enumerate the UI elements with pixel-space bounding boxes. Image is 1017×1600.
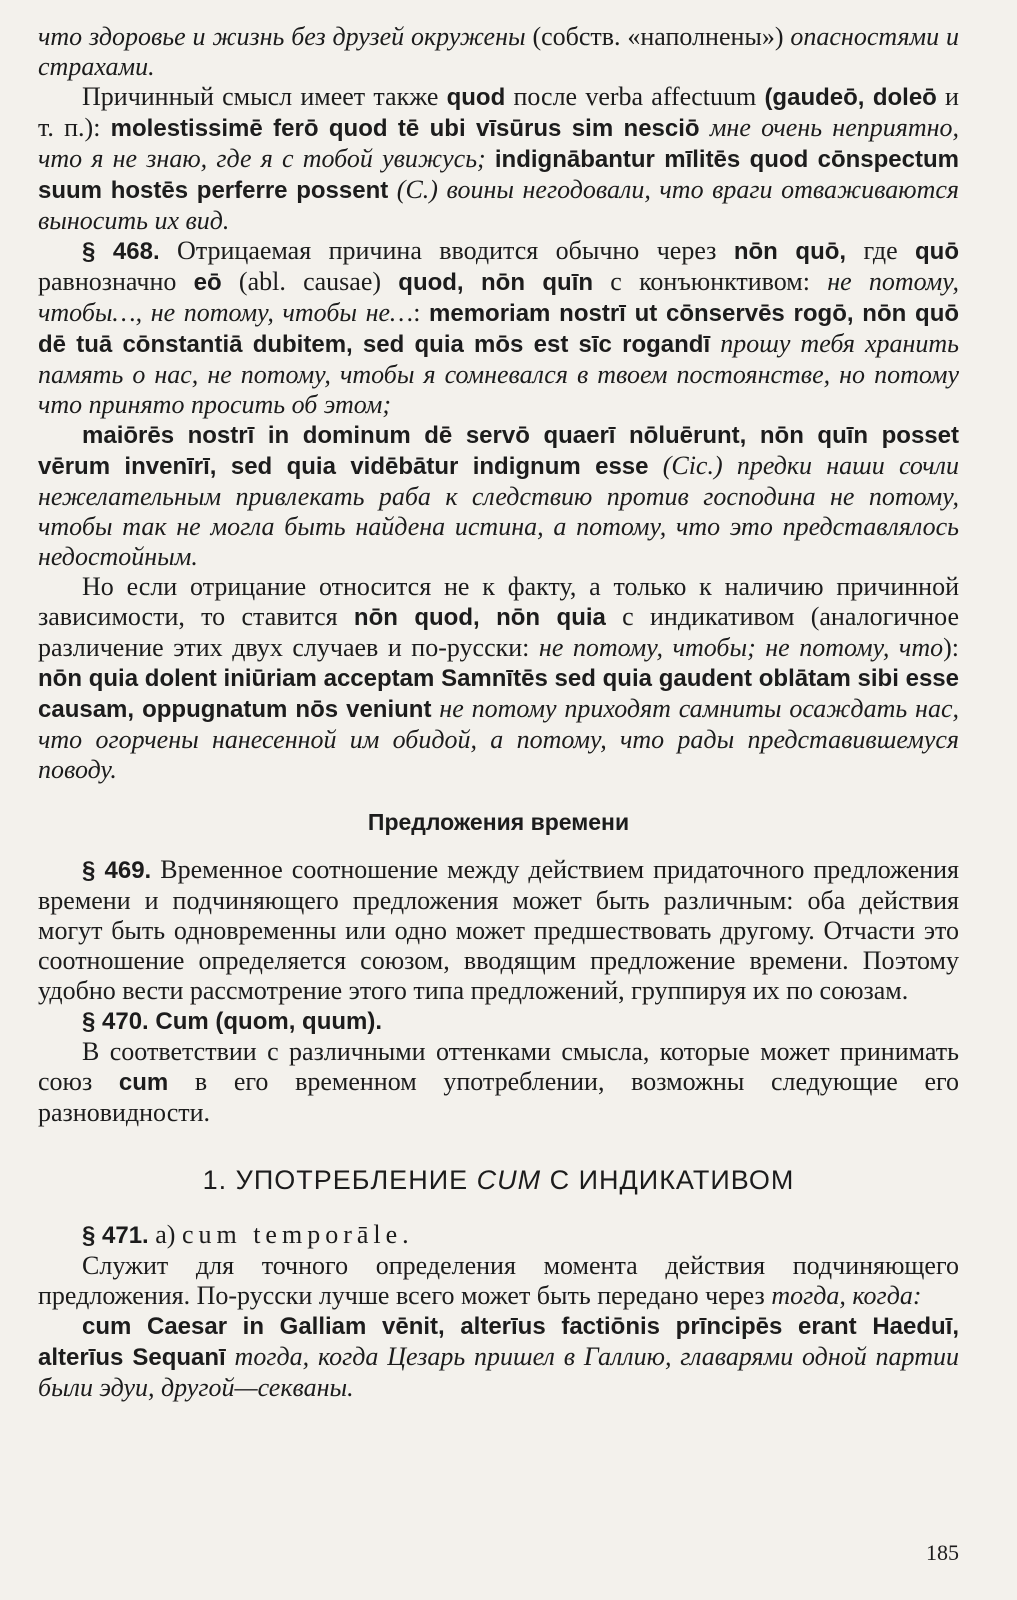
text-run: (Cic.) предки наши сочли нежелательным привлекать раба к следствию против господина не потому, чтобы так не могла быть найдена истина, а потому, что это представлялось недостойным. bbox=[38, 451, 959, 571]
chapter-heading-cum: CUM bbox=[476, 1165, 542, 1195]
page-number: 185 bbox=[926, 1540, 959, 1565]
text-run: не потому, чтобы…, не потому, чтобы не… bbox=[38, 267, 960, 327]
text-run: nōn quod, nōn quia bbox=[353, 604, 606, 631]
section-470-heading bbox=[38, 1006, 959, 1037]
text-run: Временное соотношение между действием придаточного предложения времени и подчиняющего предложения может быть различным: оба действия могут быть одновременны или одно может предшествовать другому. Отчасти это соотношение определяется союзом, вводящим предложение времени. Поэтому удобно вести рассмотрение этого типа предложений, группируя их по союзам. bbox=[38, 855, 960, 1005]
text-run: тогда, когда Цезарь пришел в Галлию, главарями одной партии были эдуи, другой—секваны. bbox=[38, 1342, 959, 1402]
text-run: (собств. «наполнены») bbox=[525, 22, 791, 51]
text-run: eō bbox=[193, 269, 222, 296]
section-469 bbox=[38, 855, 959, 1006]
text-run: § 469. bbox=[82, 857, 152, 884]
text-run: cum temporāle. bbox=[181, 1220, 414, 1249]
text-run: maiōrēs nostrī in dominum dē servō quaerī nōluērunt, nōn quīn posset vērum invenīrī, sed quia vidēbātur indignum esse bbox=[38, 422, 959, 480]
example-maiores bbox=[38, 420, 959, 572]
text-run: Служит для точного определения момента действия подчиняющего предложения. По-русски лучше всего может быть передано через bbox=[38, 1251, 959, 1310]
paragraph-cum-variants bbox=[38, 1037, 959, 1128]
text-run: indignābantur mīlitēs quod cōnspectum suum hostēs perferre possent bbox=[38, 146, 959, 204]
text-run: cum Caesar in Galliam vēnit, alterīus factiōnis prīncipēs erant Haeduī, alterīus Sequanī bbox=[38, 1313, 959, 1371]
text-run: прошу тебя хранить память о нас, не потому, чтобы я сомневался в твоем постоянстве, но потому что принято просить об этом; bbox=[38, 329, 960, 419]
text-run: quō bbox=[915, 238, 959, 265]
chapter-heading bbox=[38, 1164, 959, 1196]
text-run: nōn quō, bbox=[733, 238, 847, 265]
text-run: § 468. bbox=[82, 238, 160, 265]
text-run: Причинный смысл имеет также bbox=[82, 82, 447, 111]
paragraph-cum-temporale bbox=[38, 1251, 959, 1311]
text-run: quod bbox=[446, 84, 506, 111]
text-run: (gaudeō, doleō bbox=[764, 84, 937, 111]
text-run: quod, nōn quīn bbox=[398, 269, 594, 296]
text-run: мне очень неприятно, что я не знаю, где я с тобой увижусь; bbox=[38, 113, 960, 173]
text-run: (abl. causae) bbox=[221, 267, 399, 296]
text-run: не потому приходят самниты осаждать нас, что огорчены нанесенной им обидой, а потому, что рады представившемуся поводу. bbox=[38, 694, 959, 784]
text-run: molestissimē ferō quod tē ubi vīsūrus sim nesciō bbox=[110, 115, 700, 142]
chapter-heading-a: 1. УПОТРЕБЛЕНИЕ bbox=[202, 1165, 477, 1195]
text-run: где bbox=[846, 236, 916, 265]
chapter-heading-c: С ИНДИКАТИВОМ bbox=[541, 1165, 795, 1195]
text-run: опасностями и страхами. bbox=[38, 22, 959, 81]
example-caesar bbox=[38, 1311, 959, 1403]
text-run: § 470. Cum (quom, quum). bbox=[82, 1008, 383, 1035]
text-run: в его временном употреблении, возможны следующие его разновидности. bbox=[38, 1067, 960, 1127]
text-run: равнозначно bbox=[38, 267, 194, 296]
paragraph-quod-causal bbox=[38, 82, 959, 236]
text-run: тогда, когда: bbox=[771, 1281, 922, 1310]
text-run: после verba affectuum bbox=[505, 82, 765, 111]
text-run: cum bbox=[118, 1069, 169, 1096]
text-run: nōn quia dolent iniūriam acceptam Samnītēs sed quia gaudent oblātam sibi esse causam, oppugnatum nōs veniunt bbox=[38, 665, 959, 723]
text-run: с конъюнктивом: bbox=[593, 267, 828, 296]
text-run: ): bbox=[943, 633, 959, 662]
subsection-heading: Предложения времени bbox=[367, 809, 630, 835]
text-run: memoriam nostrī ut cōnservēs rogō, nōn quō dē tuā cōnstantiā dubitem, sed quia mōs est sīc rogandī bbox=[38, 300, 960, 358]
text-run: В соответствии с различными оттенками смысла, которые может принимать союз bbox=[38, 1037, 959, 1096]
text-run: что здоровье и жизнь без друзей окружены bbox=[38, 22, 526, 51]
paragraph-non-quod bbox=[38, 572, 959, 785]
text-run: Отрицаемая причина вводится обычно через bbox=[159, 236, 734, 265]
section-471 bbox=[38, 1220, 959, 1251]
text-run: § 471. bbox=[82, 1222, 149, 1249]
text-run: не потому, чтобы; не потому, что bbox=[538, 633, 944, 662]
section-468 bbox=[38, 236, 959, 420]
text-run: Но если отрицание относится не к факту, а только к наличию причинной зависимости, то ставится bbox=[38, 572, 959, 631]
text-run: и т. п.): bbox=[38, 82, 959, 142]
text-run: с индикативом (аналогичное различение этих двух случаев и по-русски: bbox=[38, 602, 959, 662]
text-run: (C.) воины негодовали, что враги отваживаются выносить их вид. bbox=[38, 175, 959, 235]
text-run: а) bbox=[148, 1220, 182, 1249]
text-run: : bbox=[413, 298, 430, 327]
paragraph-continuation bbox=[38, 22, 959, 82]
